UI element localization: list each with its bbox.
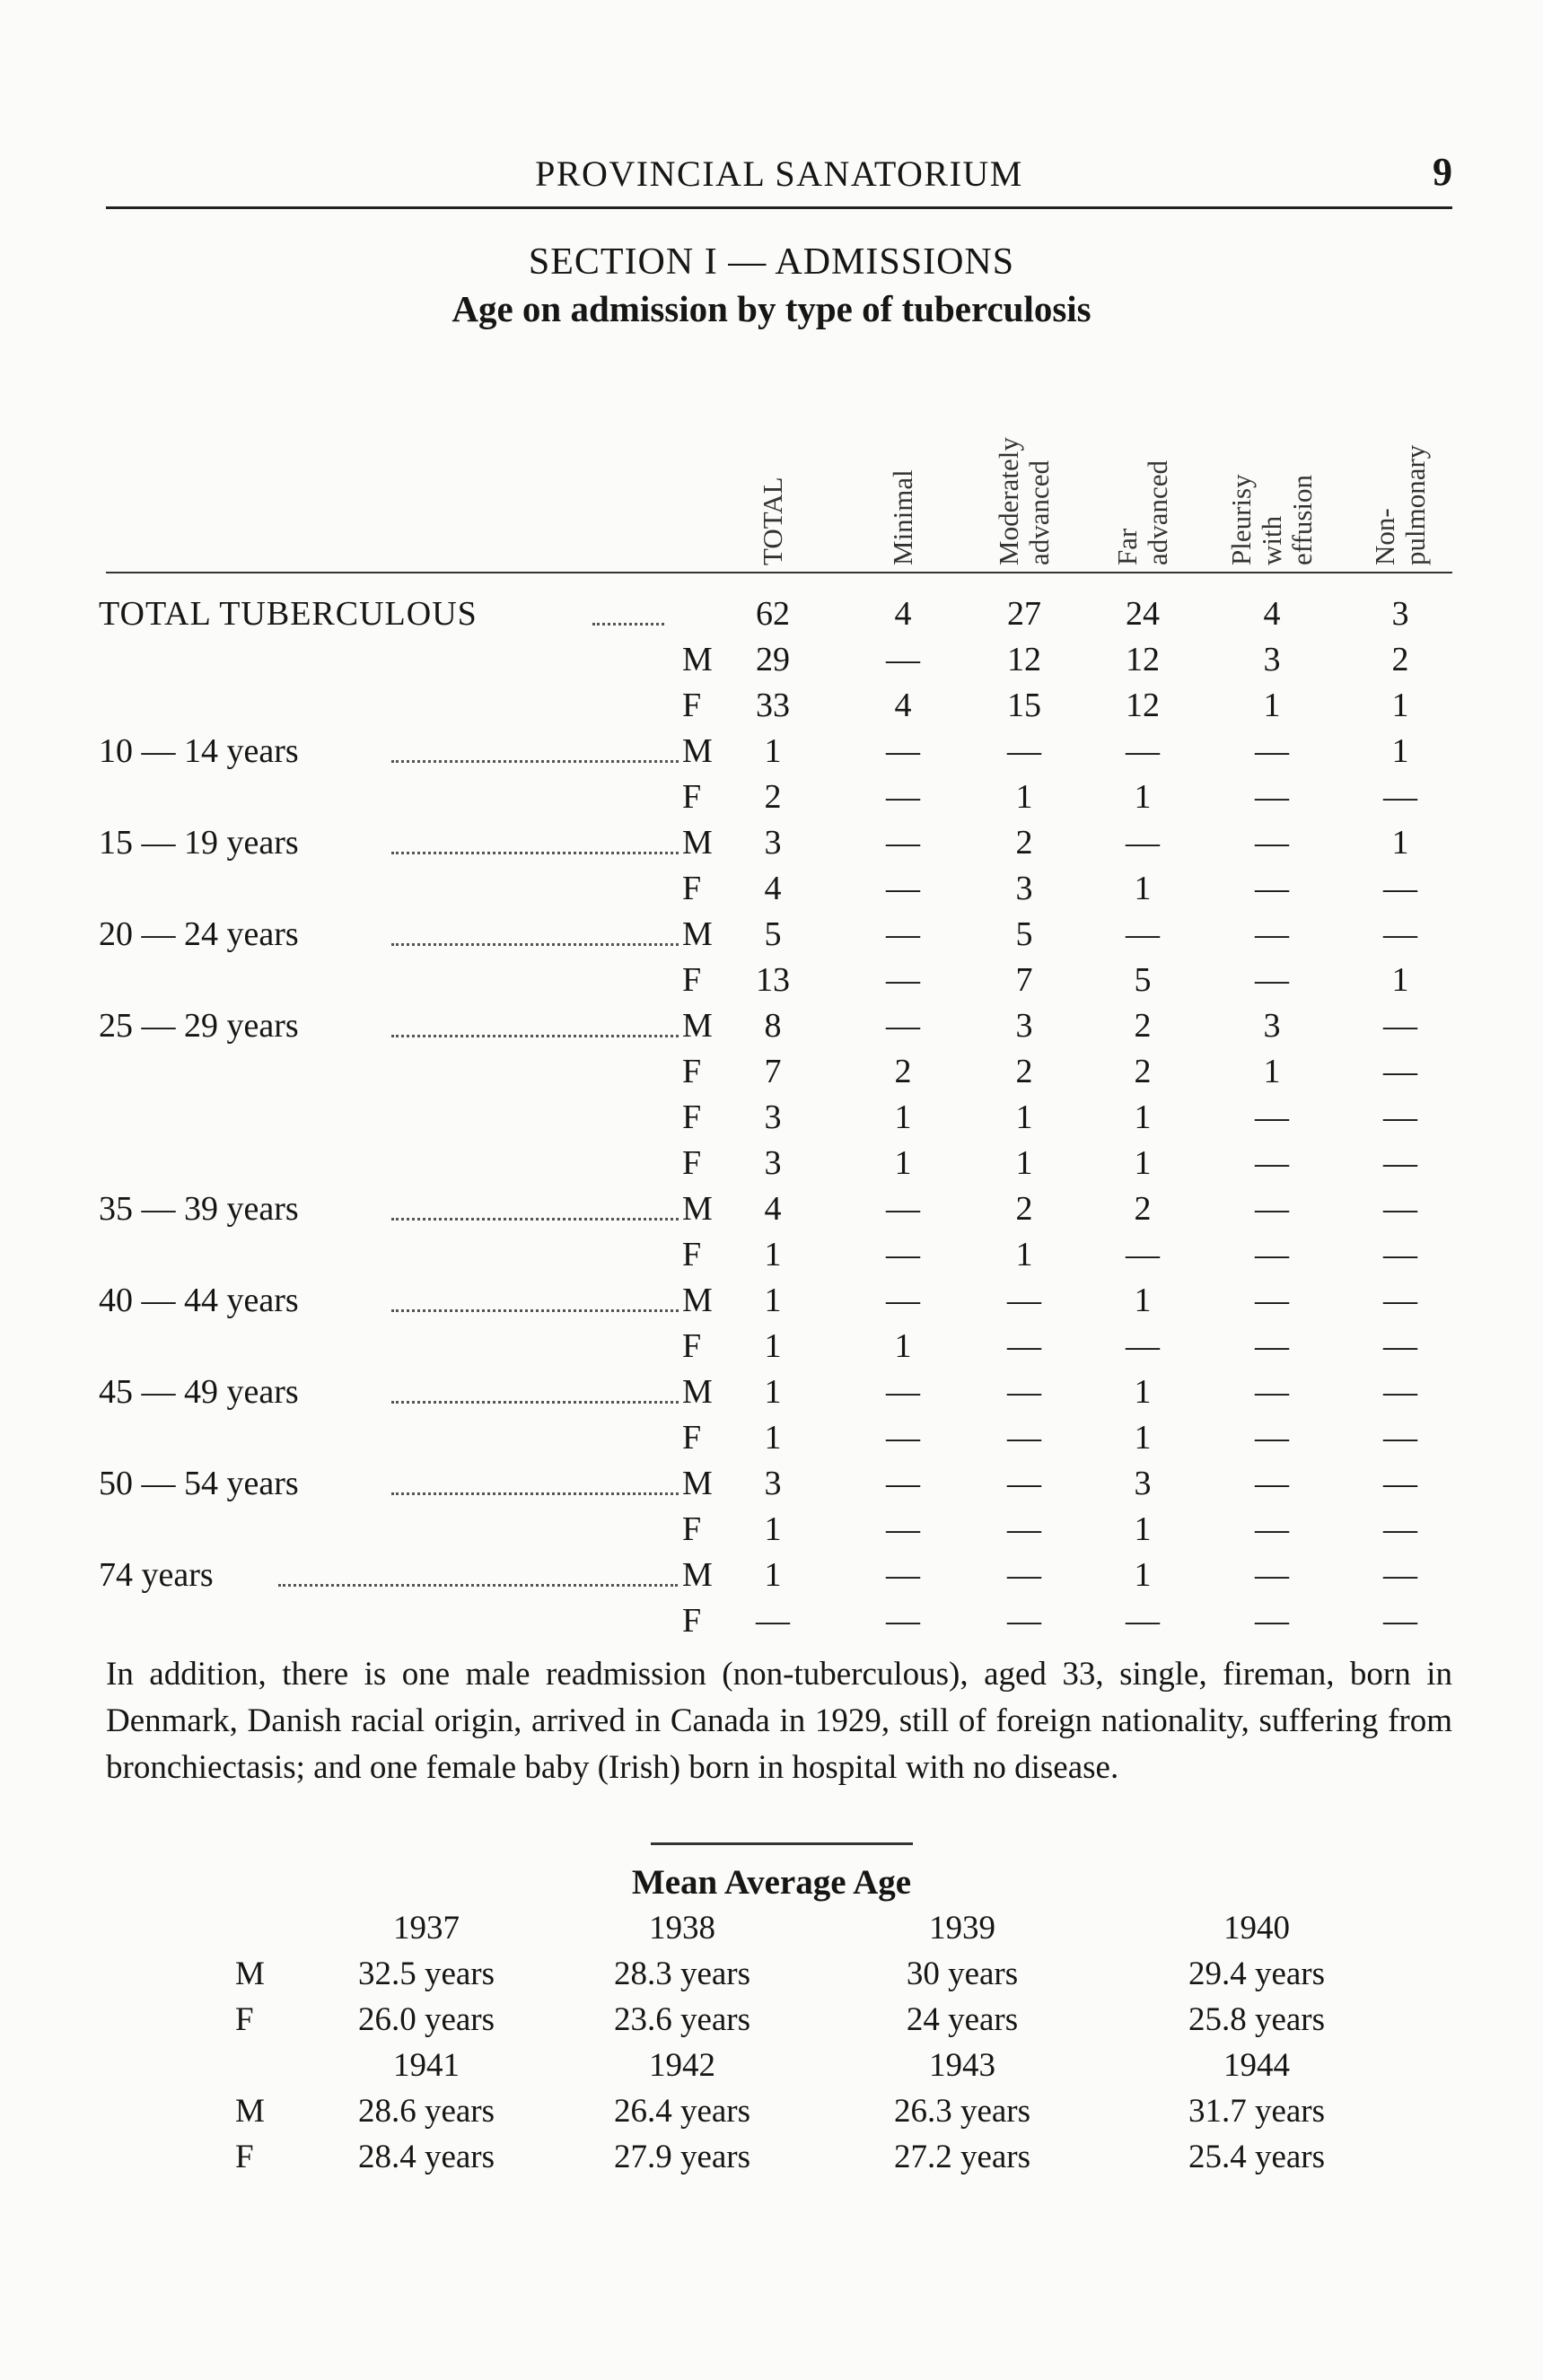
cell-type-3: 5	[1134, 961, 1152, 999]
mean-age-value: 28.3 years	[613, 1956, 751, 1992]
mean-age-male-row	[0, 2092, 1543, 2137]
table-row	[0, 1098, 1543, 1142]
column-header-line: effusion	[1286, 474, 1318, 565]
table-row	[0, 731, 1543, 776]
cell-type-4: —	[1255, 1282, 1289, 1319]
cell-total: 2	[764, 778, 782, 816]
cell-type-3: 3	[1134, 1465, 1152, 1502]
cell-type-1: —	[886, 641, 920, 678]
sex-label: F	[682, 1602, 702, 1640]
cell-type-3: 1	[1134, 1282, 1152, 1319]
cell-type-2: 7	[1015, 961, 1033, 999]
table-row	[0, 1235, 1543, 1280]
row-label: 20 — 24 years	[99, 915, 299, 953]
column-header-line: Far	[1111, 528, 1143, 565]
cell-total: 62	[756, 595, 790, 633]
cell-total: 5	[764, 915, 782, 953]
cell-type-1: —	[886, 915, 920, 953]
table-row	[0, 960, 1543, 1005]
cell-type-5: 1	[1391, 824, 1409, 862]
cell-type-2: —	[1007, 1327, 1041, 1365]
note-paragraph: In addition, there is one male readmission (non-tuberculous), aged 33, single, fireman, born in Denmark, Danish racial origin, arrived in Canada in 1929, still of foreign nationality, suffering from bronchiectasis; and one female baby (Irish) born in hospital with no disease.	[106, 1656, 1452, 1786]
cell-type-4: —	[1255, 1419, 1289, 1457]
cell-type-3: 24	[1126, 595, 1160, 633]
cell-type-2: —	[1007, 1373, 1041, 1411]
dot-leader	[391, 1401, 679, 1404]
cell-type-5: —	[1383, 1144, 1417, 1182]
cell-type-1: —	[886, 1236, 920, 1273]
mean-age-value: 26.3 years	[893, 2093, 1031, 2130]
cell-type-1: —	[886, 1556, 920, 1594]
sex-label: F	[682, 1327, 702, 1365]
mean-age-value: 27.9 years	[613, 2139, 751, 2175]
table-row	[0, 1189, 1543, 1234]
sex-label: M	[682, 641, 713, 678]
cell-type-2: —	[1007, 1510, 1041, 1548]
dot-leader	[391, 1309, 679, 1312]
cell-type-3: —	[1126, 732, 1160, 770]
mean-age-year: 1944	[1223, 2047, 1290, 2084]
mean-age-sex-label: M	[235, 1956, 265, 1992]
table-row	[0, 640, 1543, 685]
column-header-label	[1112, 460, 1173, 565]
column-header-line: Moderately	[993, 437, 1024, 565]
cell-type-4: —	[1255, 778, 1289, 816]
mean-age-value: 29.4 years	[1188, 1956, 1326, 1992]
cell-type-2: 5	[1015, 915, 1033, 953]
cell-type-2: 3	[1015, 870, 1033, 907]
cell-type-4: —	[1255, 824, 1289, 862]
column-header-label	[888, 469, 918, 565]
cell-type-1: 1	[894, 1098, 912, 1136]
mean-age-year: 1939	[929, 1910, 995, 1947]
mean-age-year: 1941	[393, 2047, 460, 2084]
cell-type-3: 1	[1134, 1510, 1152, 1548]
cell-type-1: —	[886, 1373, 920, 1411]
sex-label: M	[682, 915, 713, 953]
cell-total: 3	[764, 824, 782, 862]
cell-total: 4	[764, 1190, 782, 1228]
cell-type-1: —	[886, 1282, 920, 1319]
cell-type-1: 1	[894, 1327, 912, 1365]
cell-total: 1	[764, 1236, 782, 1273]
cell-type-2: 1	[1015, 778, 1033, 816]
cell-type-1: —	[886, 1465, 920, 1502]
row-label: 74 years	[99, 1556, 214, 1594]
cell-total: —	[756, 1602, 790, 1640]
cell-type-4: —	[1255, 1465, 1289, 1502]
mean-age-year: 1943	[929, 2047, 995, 2084]
cell-total: 3	[764, 1465, 782, 1502]
cell-type-5: —	[1383, 1190, 1417, 1228]
cell-type-2: 2	[1015, 1053, 1033, 1090]
mean-age-sex-label: F	[235, 2001, 254, 2038]
cell-type-5: —	[1383, 915, 1417, 953]
cell-type-2: —	[1007, 1465, 1041, 1502]
mean-age-value: 26.4 years	[613, 2093, 751, 2130]
table-row	[0, 1509, 1543, 1554]
table-row	[0, 1601, 1543, 1646]
cell-type-2: —	[1007, 1419, 1041, 1457]
cell-total: 1	[764, 1419, 782, 1457]
table-row	[0, 1281, 1543, 1326]
cell-type-3: 12	[1126, 687, 1160, 724]
dot-leader	[391, 852, 679, 854]
mean-age-value: 32.5 years	[357, 1956, 495, 1992]
column-header-line: pulmonary	[1399, 444, 1431, 565]
cell-type-1: —	[886, 1007, 920, 1045]
column-header	[1346, 359, 1454, 565]
column-header	[1089, 359, 1197, 565]
cell-total: 13	[756, 961, 790, 999]
cell-total: 1	[764, 1282, 782, 1319]
cell-type-4: —	[1255, 961, 1289, 999]
sex-label: M	[682, 1556, 713, 1594]
cell-type-2: —	[1007, 732, 1041, 770]
cell-type-2: 27	[1007, 595, 1041, 633]
cell-type-4: —	[1255, 1510, 1289, 1548]
cell-type-4: —	[1255, 915, 1289, 953]
cell-type-5: —	[1383, 1007, 1417, 1045]
cell-type-1: —	[886, 1419, 920, 1457]
mean-age-value: 25.8 years	[1188, 2001, 1326, 2038]
mean-age-years-row	[0, 2046, 1543, 2091]
cell-type-5: —	[1383, 1282, 1417, 1319]
table-row	[0, 1006, 1543, 1051]
column-header	[970, 359, 1078, 565]
mean-age-year: 1938	[649, 1910, 715, 1947]
column-header-label	[1226, 474, 1318, 565]
mean-age-value: 28.6 years	[357, 2093, 495, 2130]
cell-type-4: —	[1255, 1373, 1289, 1411]
mean-age-value: 28.4 years	[357, 2139, 495, 2175]
column-header	[849, 359, 957, 565]
cell-type-5: 1	[1391, 687, 1409, 724]
sex-label: F	[682, 778, 702, 816]
cell-type-3: —	[1126, 824, 1160, 862]
cell-total: 1	[764, 1510, 782, 1548]
cell-type-2: 1	[1015, 1144, 1033, 1182]
cell-type-1: —	[886, 824, 920, 862]
cell-type-3: 1	[1134, 1419, 1152, 1457]
cell-type-5: 3	[1391, 595, 1409, 633]
cell-type-5: —	[1383, 1236, 1417, 1273]
cell-type-3: —	[1126, 1327, 1160, 1365]
sex-label: F	[682, 687, 702, 724]
cell-type-3: 12	[1126, 641, 1160, 678]
cell-type-1: —	[886, 870, 920, 907]
cell-type-5: —	[1383, 1053, 1417, 1090]
page-number: 9	[1433, 150, 1452, 194]
table-row	[0, 1464, 1543, 1509]
row-label: TOTAL TUBERCULOUS	[99, 595, 478, 633]
sex-label: M	[682, 732, 713, 770]
cell-type-2: —	[1007, 1282, 1041, 1319]
table-row	[0, 686, 1543, 731]
column-header	[1218, 359, 1326, 565]
cell-total: 33	[756, 687, 790, 724]
row-label: 15 — 19 years	[99, 824, 299, 862]
cell-type-4: 1	[1263, 1053, 1281, 1090]
cell-type-3: 1	[1134, 1144, 1152, 1182]
table-row	[0, 869, 1543, 914]
dot-leader	[391, 1492, 679, 1495]
cell-type-1: 4	[894, 595, 912, 633]
column-header	[719, 359, 827, 565]
cell-type-4: —	[1255, 870, 1289, 907]
column-header-line: advanced	[1023, 459, 1055, 565]
cell-total: 3	[764, 1144, 782, 1182]
cell-type-5: —	[1383, 1602, 1417, 1640]
row-label: 45 — 49 years	[99, 1373, 299, 1411]
cell-type-5: —	[1383, 1465, 1417, 1502]
mean-age-value: 23.6 years	[613, 2001, 751, 2038]
mean-age-year: 1940	[1223, 1910, 1290, 1947]
dot-leader	[278, 1584, 678, 1587]
cell-type-4: —	[1255, 1602, 1289, 1640]
cell-type-4: —	[1255, 732, 1289, 770]
sex-label: M	[682, 1465, 713, 1502]
mean-age-value: 24 years	[906, 2001, 1019, 2038]
header-rule	[106, 572, 1452, 573]
mean-age-years-row	[0, 1909, 1543, 1954]
column-header-line: advanced	[1142, 459, 1173, 565]
cell-type-5: —	[1383, 1098, 1417, 1136]
mean-age-value: 31.7 years	[1188, 2093, 1326, 2130]
running-header	[106, 144, 1452, 209]
cell-type-2: 15	[1007, 687, 1041, 724]
cell-type-1: —	[886, 1510, 920, 1548]
cell-type-5: —	[1383, 870, 1417, 907]
table-row	[0, 1372, 1543, 1417]
sex-label: F	[682, 1510, 702, 1548]
mean-age-value: 25.4 years	[1188, 2139, 1326, 2175]
cell-type-2: 1	[1015, 1236, 1033, 1273]
mean-age-male-row	[0, 1955, 1543, 1999]
cell-type-1: —	[886, 778, 920, 816]
column-header-label	[1370, 445, 1431, 565]
cell-total: 1	[764, 1373, 782, 1411]
row-label: 40 — 44 years	[99, 1282, 299, 1319]
cell-type-1: —	[886, 732, 920, 770]
mean-age-value: 26.0 years	[357, 2001, 495, 2038]
cell-type-4: —	[1255, 1190, 1289, 1228]
column-header-label	[994, 437, 1055, 565]
sex-label: F	[682, 1053, 702, 1090]
cell-type-4: —	[1255, 1098, 1289, 1136]
cell-type-5: 2	[1391, 641, 1409, 678]
mean-age-female-row	[0, 2000, 1543, 2045]
dot-leader	[592, 623, 664, 626]
cell-type-4: 3	[1263, 1007, 1281, 1045]
sex-label: M	[682, 1282, 713, 1319]
cell-type-5: 1	[1391, 732, 1409, 770]
dot-leader	[391, 943, 679, 946]
cell-type-1: 1	[894, 1144, 912, 1182]
mean-age-rule	[651, 1842, 913, 1845]
sex-label: M	[682, 1007, 713, 1045]
column-header-label	[758, 477, 788, 565]
cell-type-3: 1	[1134, 1098, 1152, 1136]
cell-type-2: —	[1007, 1602, 1041, 1640]
cell-type-1: —	[886, 1602, 920, 1640]
cell-type-5: —	[1383, 1419, 1417, 1457]
cell-type-3: 2	[1134, 1007, 1152, 1045]
row-label: 25 — 29 years	[99, 1007, 299, 1045]
mean-age-sex-label: M	[235, 2093, 265, 2130]
cell-total: 4	[764, 870, 782, 907]
cell-type-5: —	[1383, 1510, 1417, 1548]
cell-type-5: —	[1383, 1327, 1417, 1365]
section-title: SECTION I — ADMISSIONS	[528, 241, 1015, 283]
cell-type-5: —	[1383, 1556, 1417, 1594]
cell-type-2: 12	[1007, 641, 1041, 678]
cell-type-4: —	[1255, 1236, 1289, 1273]
cell-total: 1	[764, 732, 782, 770]
cell-type-1: —	[886, 1190, 920, 1228]
cell-type-3: 2	[1134, 1190, 1152, 1228]
mean-age-year: 1942	[649, 2047, 715, 2084]
cell-type-3: 1	[1134, 1373, 1152, 1411]
column-header-line: with	[1256, 515, 1287, 565]
cell-type-5: —	[1383, 1373, 1417, 1411]
row-label: 35 — 39 years	[99, 1190, 299, 1228]
cell-total: 7	[764, 1053, 782, 1090]
cell-type-2: 3	[1015, 1007, 1033, 1045]
cell-type-3: —	[1126, 1236, 1160, 1273]
cell-type-1: 2	[894, 1053, 912, 1090]
table-row	[0, 1052, 1543, 1097]
column-header-line: Pleurisy	[1225, 474, 1257, 565]
sex-label: F	[682, 1419, 702, 1457]
dot-leader	[391, 1035, 679, 1037]
table-row	[0, 1143, 1543, 1188]
cell-type-1: 4	[894, 687, 912, 724]
row-label: 50 — 54 years	[99, 1465, 299, 1502]
column-header-line: TOTAL	[757, 477, 788, 565]
table-row	[0, 1326, 1543, 1371]
cell-total: 3	[764, 1098, 782, 1136]
table-row	[0, 1555, 1543, 1600]
cell-total: 8	[764, 1007, 782, 1045]
column-header-line: Non-	[1369, 508, 1400, 565]
sex-label: M	[682, 1373, 713, 1411]
mean-age-value: 30 years	[906, 1956, 1019, 1992]
cell-type-3: 1	[1134, 1556, 1152, 1594]
cell-type-4: 1	[1263, 687, 1281, 724]
dot-leader	[391, 1218, 679, 1221]
cell-type-3: —	[1126, 1602, 1160, 1640]
sex-label: F	[682, 1098, 702, 1136]
cell-type-2: 2	[1015, 1190, 1033, 1228]
column-header-line: Minimal	[887, 469, 918, 565]
total-row	[0, 594, 1543, 639]
cell-type-4: —	[1255, 1556, 1289, 1594]
cell-type-5: —	[1383, 778, 1417, 816]
cell-type-3: 1	[1134, 870, 1152, 907]
dot-leader	[391, 760, 679, 763]
table-row	[0, 914, 1543, 959]
cell-type-3: 1	[1134, 778, 1152, 816]
sex-label: F	[682, 1236, 702, 1273]
cell-type-4: —	[1255, 1144, 1289, 1182]
table-row	[0, 823, 1543, 868]
cell-type-4: 3	[1263, 641, 1281, 678]
cell-total: 1	[764, 1556, 782, 1594]
cell-type-3: —	[1126, 915, 1160, 953]
row-label: 10 — 14 years	[99, 732, 299, 770]
section-subtitle: Age on admission by type of tuberculosis	[452, 288, 1091, 329]
mean-age-year: 1937	[393, 1910, 460, 1947]
mean-age-title: Mean Average Age	[631, 1863, 912, 1902]
cell-type-4: —	[1255, 1327, 1289, 1365]
mean-age-female-row	[0, 2138, 1543, 2183]
cell-type-3: 2	[1134, 1053, 1152, 1090]
running-title: PROVINCIAL SANATORIUM	[535, 153, 1023, 194]
sex-label: F	[682, 961, 702, 999]
cell-total: 29	[756, 641, 790, 678]
sex-label: F	[682, 870, 702, 907]
cell-type-4: 4	[1263, 595, 1281, 633]
cell-type-2: —	[1007, 1556, 1041, 1594]
cell-total: 1	[764, 1327, 782, 1365]
mean-age-value: 27.2 years	[893, 2139, 1031, 2175]
sex-label: F	[682, 1144, 702, 1182]
sex-label: M	[682, 1190, 713, 1228]
sex-label: M	[682, 824, 713, 862]
mean-age-sex-label: F	[235, 2139, 254, 2175]
cell-type-2: 1	[1015, 1098, 1033, 1136]
cell-type-1: —	[886, 961, 920, 999]
cell-type-5: 1	[1391, 961, 1409, 999]
table-row	[0, 777, 1543, 822]
cell-type-2: 2	[1015, 824, 1033, 862]
table-row	[0, 1418, 1543, 1463]
